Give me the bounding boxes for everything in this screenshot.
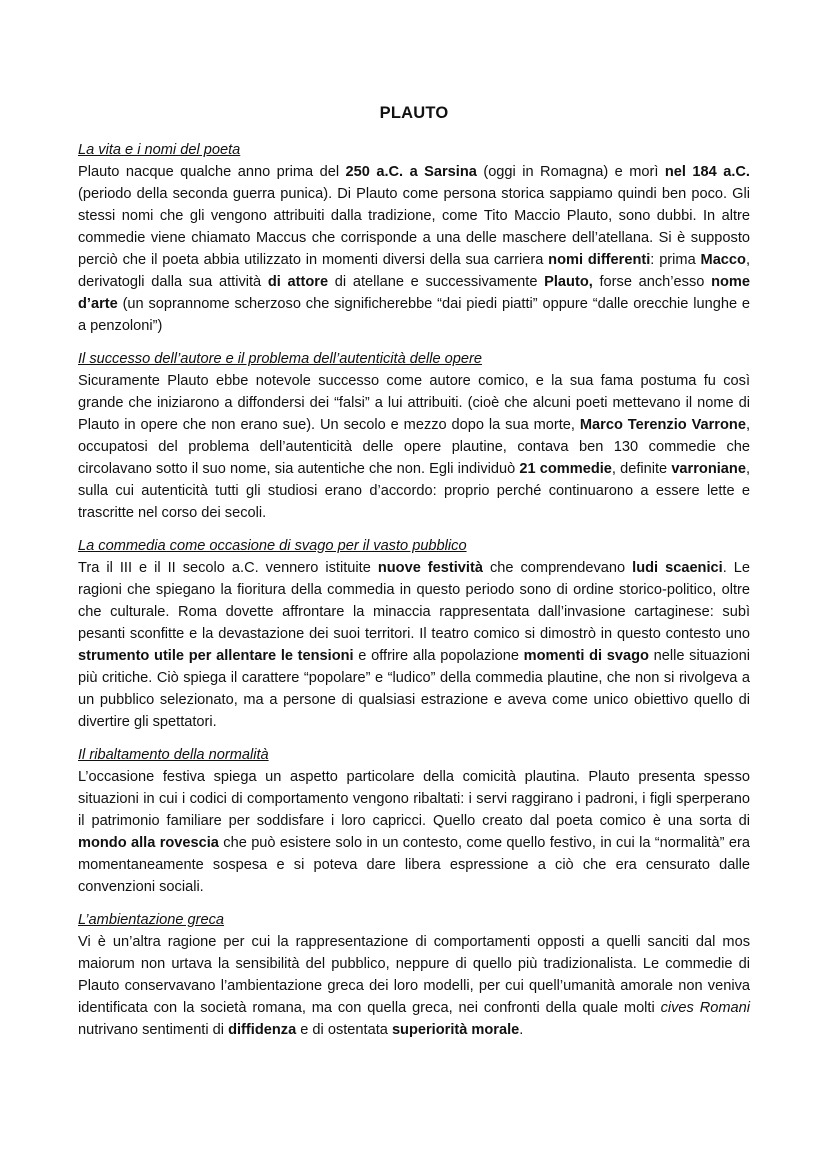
bold-text: Plauto, [544,274,593,290]
body-text: Vi è un’altra ragione per cui la rappresentazione di comportamenti opposti a quelli sanciti dal mos maiorum non urtava la sensibilità del pubblico, neppure di quello più tradizionalista. Le commedie di Plauto conservavano l’ambientazione greca dei loro modelli, per cui quell’umanità amorale non veniva identificata con la società romana, ma con quella greca, nei confronti della quale molti [78,934,750,1016]
body-text: nelle situazioni più critiche. Ciò spiega il carattere “popolare” e “ludico” della commedia plautine, che non si rivolgeva a un pubblico selezionato, ma a persone di qualsiasi estrazione e aveva come unico obiettivo quello di divertire gli spettatori. [78,648,750,730]
body-text: , occupatosi del problema dell’autenticità delle opere plautine, contava ben 130 commedie che circolavano sotto il suo nome, sia autentiche che non. Egli individuò [78,417,750,477]
body-text: : prima [650,252,701,268]
body-text: Sicuramente Plauto ebbe notevole successo come autore comico, e la sua fama postuma fu così grande che iniziarono a diffondersi dei “falsi” a lui attribuiti. (cioè che alcuni poeti mettevano il nome di Plauto in opere che non erano sue). Un secolo e mezzo dopo la sua morte, [78,373,750,433]
bold-text: 21 commedie [519,461,612,477]
body-text: e di ostentata [296,1022,392,1038]
body-text: e offrire alla popolazione [353,648,524,664]
body-text: L’occasione festiva spiega un aspetto particolare della comicità plautina. Plauto presenta spesso situazioni in cui i codici di comportamento vengono ribaltati: i servi raggirano i padroni, i figli sperperano il patrimonio familiare per soddisfare i loro capricci. Quello creato dal poeta comico è una sorta di [78,769,750,829]
bold-text: nel 184 a.C. [664,164,750,180]
body-text: che comprendevano [482,560,633,576]
body-text: , derivatogli dalla sua attività [78,252,751,290]
body-text: che può esistere solo in un contesto, come quello festivo, in cui la “normalità” era momentaneamente sospesa e si poteva dare libera espressione a ciò che era censurato dalle convenzioni sociali. [78,835,750,895]
section-heading: L’ambientazione greca [78,912,225,928]
bold-text: 250 a.C. a Sarsina [345,164,477,180]
sections-container [78,139,750,1041]
bold-text: diffidenza [228,1022,297,1038]
bold-text: ludi scaenici [632,560,723,576]
section-body [78,161,750,337]
section [78,744,750,898]
bold-text: strumento utile per allentare le tensioni [78,648,354,664]
body-text: (un soprannome scherzoso che significherebbe “dai piedi piatti” oppure “dalle orecchie lunghe e a penzoloni”) [78,296,750,334]
bold-text: nome d’arte [78,274,750,312]
bold-text: momenti di svago [523,648,649,664]
body-text: (oggi in Romagna) e morì [476,164,665,180]
body-text: nutrivano sentimenti di [78,1022,229,1038]
body-text: , sulla cui autenticità tutti gli studiosi erano d’accordo: proprio perché continuarono a essere lette e trascritte nel corso dei secoli. [78,461,750,521]
body-text: . [519,1022,524,1038]
bold-text: superiorità morale [391,1022,520,1038]
section [78,348,750,524]
section-heading: Il successo dell’autore e il problema dell’autenticità delle opere [78,351,482,367]
bold-text: nomi differenti [548,252,651,268]
body-text: . Le ragioni che spiegano la fioritura della commedia in questo periodo sono di ordine storico-politico, oltre che culturale. Roma dovette affrontare la minaccia rappresentata dall’invasione cartaginese: subì pesanti sconfitte e la devastazione dei suoi territori. Il teatro comico si dimostrò in questo contesto uno [78,560,750,642]
body-text: , definite [611,461,672,477]
section-heading: Il ribaltamento della normalità [78,747,269,763]
section-body [78,931,750,1041]
bold-text: nuove festività [377,560,483,576]
body-text: forse anch’esso [592,274,712,290]
section-heading: La commedia come occasione di svago per il vasto pubblico [78,538,467,554]
bold-text: Marco Terenzio Varrone [579,417,746,433]
body-text: di atellane e successivamente [328,274,545,290]
bold-text: varroniane [671,461,746,477]
bold-text: Macco [700,252,746,268]
section [78,909,750,1041]
section-body [78,766,750,898]
body-text: Plauto nacque qualche anno prima del [78,164,346,180]
italic-text: cives Romani [660,1000,750,1016]
section [78,139,750,337]
section-heading: La vita e i nomi del poeta [78,142,241,158]
document-page [78,104,750,1052]
section [78,535,750,733]
document-title: PLAUTO [379,104,449,122]
body-text: (periodo della seconda guerra punica). Di Plauto come persona storica sappiamo quindi ben poco. Gli stessi nomi che gli vengono attribuiti dalla tradizione, come Tito Maccio Plauto, sono dubbi. In altre commedie viene chiamato Maccus che corrisponde a una delle maschere dell’atellana. Si è supposto perciò che il poeta abbia utilizzato in momenti diversi della sua carriera [78,186,750,268]
section-body [78,370,750,524]
section-body [78,557,750,733]
bold-text: di attore [267,274,329,290]
body-text: Tra il III e il II secolo a.C. vennero istituite [78,560,378,576]
bold-text: mondo alla rovescia [78,835,219,851]
